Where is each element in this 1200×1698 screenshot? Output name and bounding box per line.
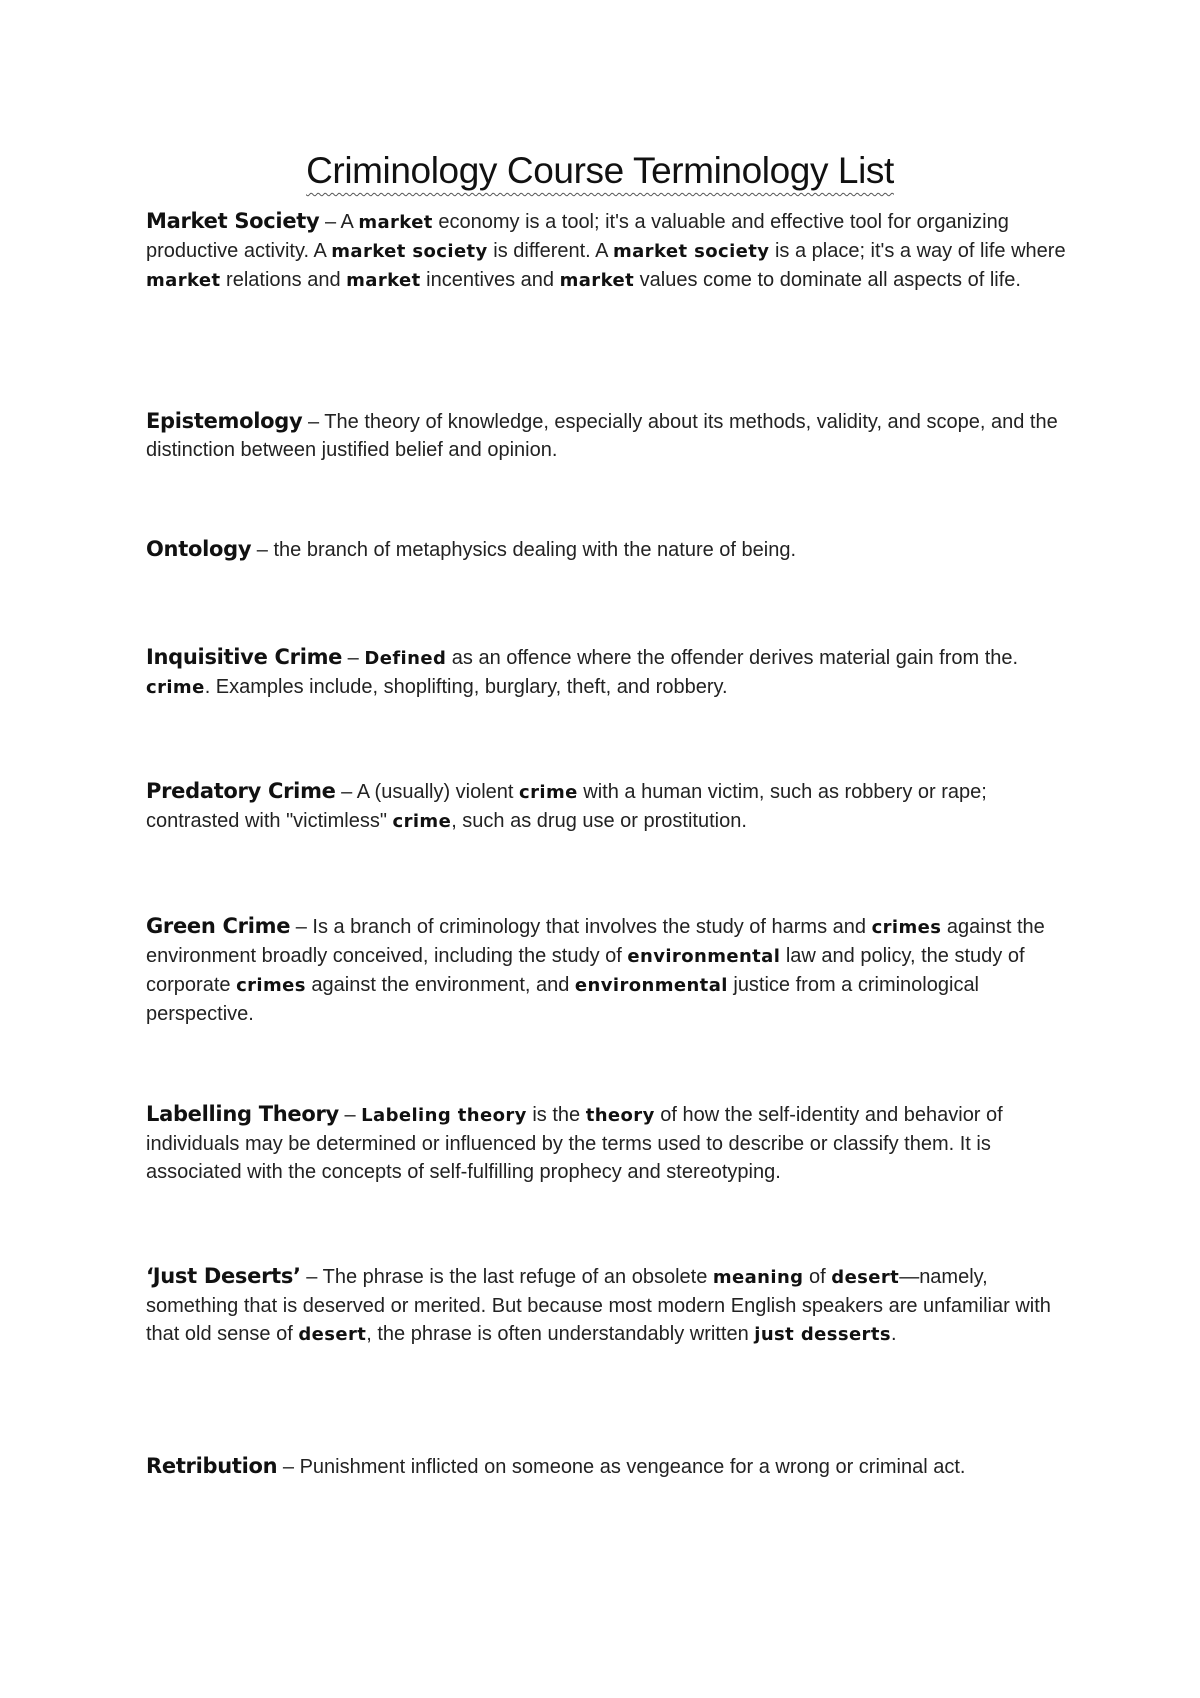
entry-market-society bbox=[146, 207, 1066, 295]
entry-dash: – bbox=[319, 211, 341, 233]
definition-text: values come to dominate all aspects of life. bbox=[634, 269, 1021, 291]
emphasized-term: crimes bbox=[871, 917, 942, 938]
definition-text: The theory of knowledge, especially about its methods, validity, and scope, and the distinction between justified belief and opinion. bbox=[146, 411, 1058, 461]
entry-term: Retribution bbox=[146, 1454, 278, 1478]
definition-text: justice from a criminological perspective. bbox=[146, 974, 980, 1025]
emphasized-term: market society bbox=[331, 241, 488, 262]
entry-dash: – bbox=[277, 1456, 300, 1478]
entry-term: Market Society bbox=[146, 209, 320, 233]
definition-text: of how the self-identity and behavior of individuals may be determined or influenced by the terms used to describe or classify them. It is associated with the concepts of self-fulfilling prophecy and stereotyping. bbox=[146, 1104, 1003, 1183]
entry-ontology bbox=[146, 535, 1066, 564]
definition-text: . bbox=[890, 1323, 897, 1345]
definition-text: of bbox=[803, 1266, 832, 1288]
emphasized-term: crimes bbox=[236, 975, 306, 996]
page-title-text: Criminology Course Terminology List bbox=[306, 150, 894, 191]
definition-text: is the bbox=[526, 1104, 586, 1126]
entry-dash: – bbox=[335, 781, 357, 803]
entry-dash: – bbox=[302, 411, 325, 433]
entry-dash: – bbox=[342, 647, 365, 669]
definition-text: against the environment broadly conceived, including the study of bbox=[146, 916, 1045, 967]
emphasized-term: crime bbox=[146, 677, 205, 698]
entry-term: Predatory Crime bbox=[146, 779, 336, 803]
entry-term: Ontology bbox=[146, 537, 252, 561]
definition-text: Punishment inflicted on someone as vengeance for a wrong or criminal act. bbox=[299, 1456, 966, 1478]
definition-text: economy is a tool; it's a valuable and effective tool for organizing productive activity. A bbox=[146, 211, 1009, 262]
emphasized-term: market bbox=[559, 270, 635, 291]
entry-epistemology bbox=[146, 407, 1066, 464]
definition-text: The phrase is the last refuge of an obsolete bbox=[322, 1266, 713, 1288]
entry-term: ‘Just Deserts’ bbox=[146, 1264, 301, 1288]
emphasized-term: environmental bbox=[627, 946, 781, 967]
emphasized-term: meaning bbox=[712, 1267, 804, 1288]
entry-term: Epistemology bbox=[146, 409, 303, 433]
definition-text: . Examples include, shoplifting, burglary, theft, and robbery. bbox=[204, 676, 728, 698]
definition-text: with a human victim, such as robbery or rape; contrasted with "victimless" bbox=[146, 781, 987, 832]
emphasized-term: theory bbox=[585, 1105, 655, 1126]
definition-text: A bbox=[340, 211, 359, 233]
entry-dash: – bbox=[300, 1266, 323, 1288]
definition-text: is a place; it's a way of life where bbox=[769, 240, 1066, 262]
entry-term: Labelling Theory bbox=[146, 1102, 339, 1126]
emphasized-term: market society bbox=[612, 241, 770, 262]
definition-text: —namely, something that is deserved or merited. But because most modern English speakers are unfamiliar with that old sense of bbox=[146, 1266, 1051, 1345]
emphasized-term: just desserts bbox=[754, 1324, 891, 1345]
definition-text: is different. A bbox=[487, 240, 613, 262]
page-title bbox=[0, 150, 1200, 192]
emphasized-term: Labeling theory bbox=[361, 1105, 527, 1126]
emphasized-term: market bbox=[358, 212, 433, 233]
emphasized-term: Defined bbox=[364, 648, 447, 669]
emphasized-term: crime bbox=[392, 811, 452, 832]
entry-term: Green Crime bbox=[146, 914, 291, 938]
definition-text: , the phrase is often understandably written bbox=[366, 1323, 755, 1345]
entry-labelling-theory bbox=[146, 1100, 1066, 1186]
entry-inquisitive-crime bbox=[146, 643, 1066, 702]
emphasized-term: environmental bbox=[574, 975, 728, 996]
emphasized-term: market bbox=[146, 270, 221, 291]
definition-text: A (usually) violent bbox=[356, 781, 520, 803]
entry-definition bbox=[300, 1456, 966, 1478]
definition-text: against the environment, and bbox=[305, 974, 575, 996]
definition-text: Is a branch of criminology that involves the study of harms and bbox=[312, 916, 872, 938]
emphasized-term: desert bbox=[831, 1267, 900, 1288]
entry-definition bbox=[273, 539, 796, 561]
entry-just-deserts bbox=[146, 1262, 1066, 1349]
entry-dash: – bbox=[251, 539, 274, 561]
emphasized-term: crime bbox=[519, 782, 578, 803]
definition-text: law and policy, the study of corporate bbox=[146, 945, 1025, 996]
entry-term: Inquisitive Crime bbox=[146, 645, 343, 669]
definition-text: , such as drug use or prostitution. bbox=[451, 810, 747, 832]
entry-retribution bbox=[146, 1452, 1066, 1481]
definition-text: the branch of metaphysics dealing with the nature of being. bbox=[273, 539, 797, 561]
entry-predatory-crime bbox=[146, 777, 1066, 836]
entry-dash: – bbox=[338, 1104, 362, 1126]
entry-green-crime bbox=[146, 912, 1066, 1028]
entry-dash: – bbox=[290, 916, 313, 938]
emphasized-term: desert bbox=[298, 1324, 367, 1345]
definition-text: relations and bbox=[220, 269, 347, 291]
definition-text: as an offence where the offender derives material gain from the. bbox=[446, 647, 1019, 669]
emphasized-term: market bbox=[346, 270, 421, 291]
definition-text: incentives and bbox=[420, 269, 560, 291]
